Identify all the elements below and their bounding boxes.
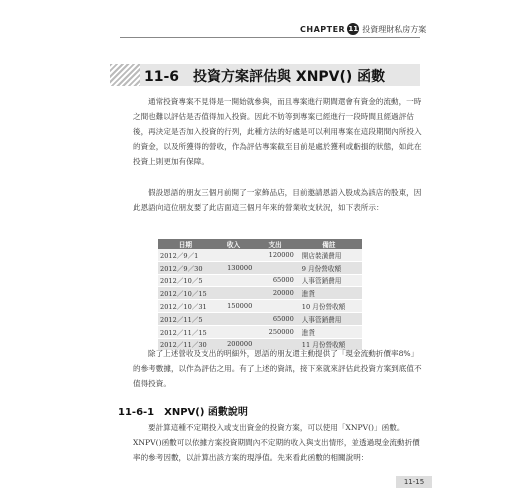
paragraph-text: 要計算這種不定期投入或支出資金的投資方案，可以使用「XNPV()」函數。XNPV()函數可以依據方案投資期間內不定期的收入與支出情形，並透過現金流動折價率的參考因數，以計算出該方案的現淨值。先來看此函數的相關說明： xyxy=(133,423,420,462)
cashflow-table xyxy=(158,239,362,351)
cell-note: 進貨 xyxy=(296,325,362,338)
cell-note: 人事管銷費用 xyxy=(296,312,362,325)
cell-date: 2012／11／15 xyxy=(158,325,213,338)
col-header-date: 日期 xyxy=(158,239,213,249)
paragraph-xnpv xyxy=(133,420,423,465)
cell-income: 130000 xyxy=(213,261,255,274)
cell-note: 人事管銷費用 xyxy=(296,274,362,287)
section-title: 11-6 投資方案評估與 XNPV() 函數 xyxy=(144,69,386,85)
table-row xyxy=(158,249,362,261)
cell-expense: 20000 xyxy=(254,287,296,300)
cell-date: 2012／10／5 xyxy=(158,274,213,287)
chapter-label: CHAPTER xyxy=(300,24,346,34)
page-number: 11-15 xyxy=(396,476,432,488)
paragraph-text: 除了上述營收及支出的明細外，恩語的朋友還主動提供了「現金流動折價率8%」的參考數據，以作為評估之用。有了上述的資訊，接下來就來評估此投資方案到底值不值得投資。 xyxy=(133,349,422,388)
cell-note: 開店裝潢費用 xyxy=(296,249,362,261)
cell-income xyxy=(213,325,255,338)
paragraph-intro xyxy=(133,94,423,169)
paragraph-text: 假設恩語的朋友三個月前開了一家飾品店，目前邀請恩語入股成為該店的股東，因此恩語向這位朋友要了此店面這三個月年來的營業收支狀況，如下表所示： xyxy=(133,188,422,212)
paragraph-discount-rate xyxy=(133,346,423,391)
chapter-title: 投資理財私房方案 xyxy=(362,24,427,34)
table-row xyxy=(158,300,362,313)
cell-income xyxy=(213,274,255,287)
cell-income xyxy=(213,312,255,325)
cell-expense: 65000 xyxy=(254,312,296,325)
cell-note: 9 月份營收額 xyxy=(296,261,362,274)
cell-income xyxy=(213,287,255,300)
table-row xyxy=(158,287,362,300)
cell-date: 2012／10／15 xyxy=(158,287,213,300)
table-row xyxy=(158,312,362,325)
cell-income xyxy=(213,249,255,261)
cell-expense xyxy=(254,261,296,274)
cell-income: 150000 xyxy=(213,300,255,313)
section-heading xyxy=(110,64,420,86)
cell-date: 2012／11／30 xyxy=(158,338,213,351)
paragraph-scenario xyxy=(133,185,423,215)
cell-expense: 120000 xyxy=(254,249,296,261)
header-rule xyxy=(120,37,420,38)
cell-date: 2012／9／1 xyxy=(158,249,213,261)
col-header-expense: 支出 xyxy=(254,239,296,249)
cell-note: 10 月份營收額 xyxy=(296,300,362,313)
table-row xyxy=(158,274,362,287)
cell-expense: 250000 xyxy=(254,325,296,338)
cell-date: 2012／9／30 xyxy=(158,261,213,274)
col-header-income: 收入 xyxy=(213,239,255,249)
table-header-row xyxy=(158,239,362,249)
chapter-number-badge: 11 xyxy=(348,25,359,33)
cell-expense: 65000 xyxy=(254,274,296,287)
cell-income: 200000 xyxy=(213,338,255,351)
table-row xyxy=(158,325,362,338)
cell-note: 11 月份營收額 xyxy=(296,338,362,351)
cell-date: 2012／11／5 xyxy=(158,312,213,325)
cell-note: 進貨 xyxy=(296,287,362,300)
table-row xyxy=(158,261,362,274)
col-header-note: 備註 xyxy=(296,239,362,249)
cell-expense xyxy=(254,300,296,313)
subsection-title: 11-6-1 XNPV() 函數說明 xyxy=(118,407,248,418)
cell-date: 2012／10／31 xyxy=(158,300,213,313)
chapter-header xyxy=(300,22,426,36)
heading-stripes-decoration xyxy=(110,64,140,86)
paragraph-text: 通常投資專案不見得是一開始就參與，而且專案進行期間還會有資金的流動，一時之間也難以評估是否值得加入投資。因此不妨等到專案已經進行一段時間且經過評估後，再決定是否加入投資的行列，此種方法的好處是可以利用專案在這段期間內所投入的資金，以及所獲得的營收，作為評估專案截至目前是處於獲利或虧損的狀態，如此在投資上則更加有保障。 xyxy=(133,97,422,166)
